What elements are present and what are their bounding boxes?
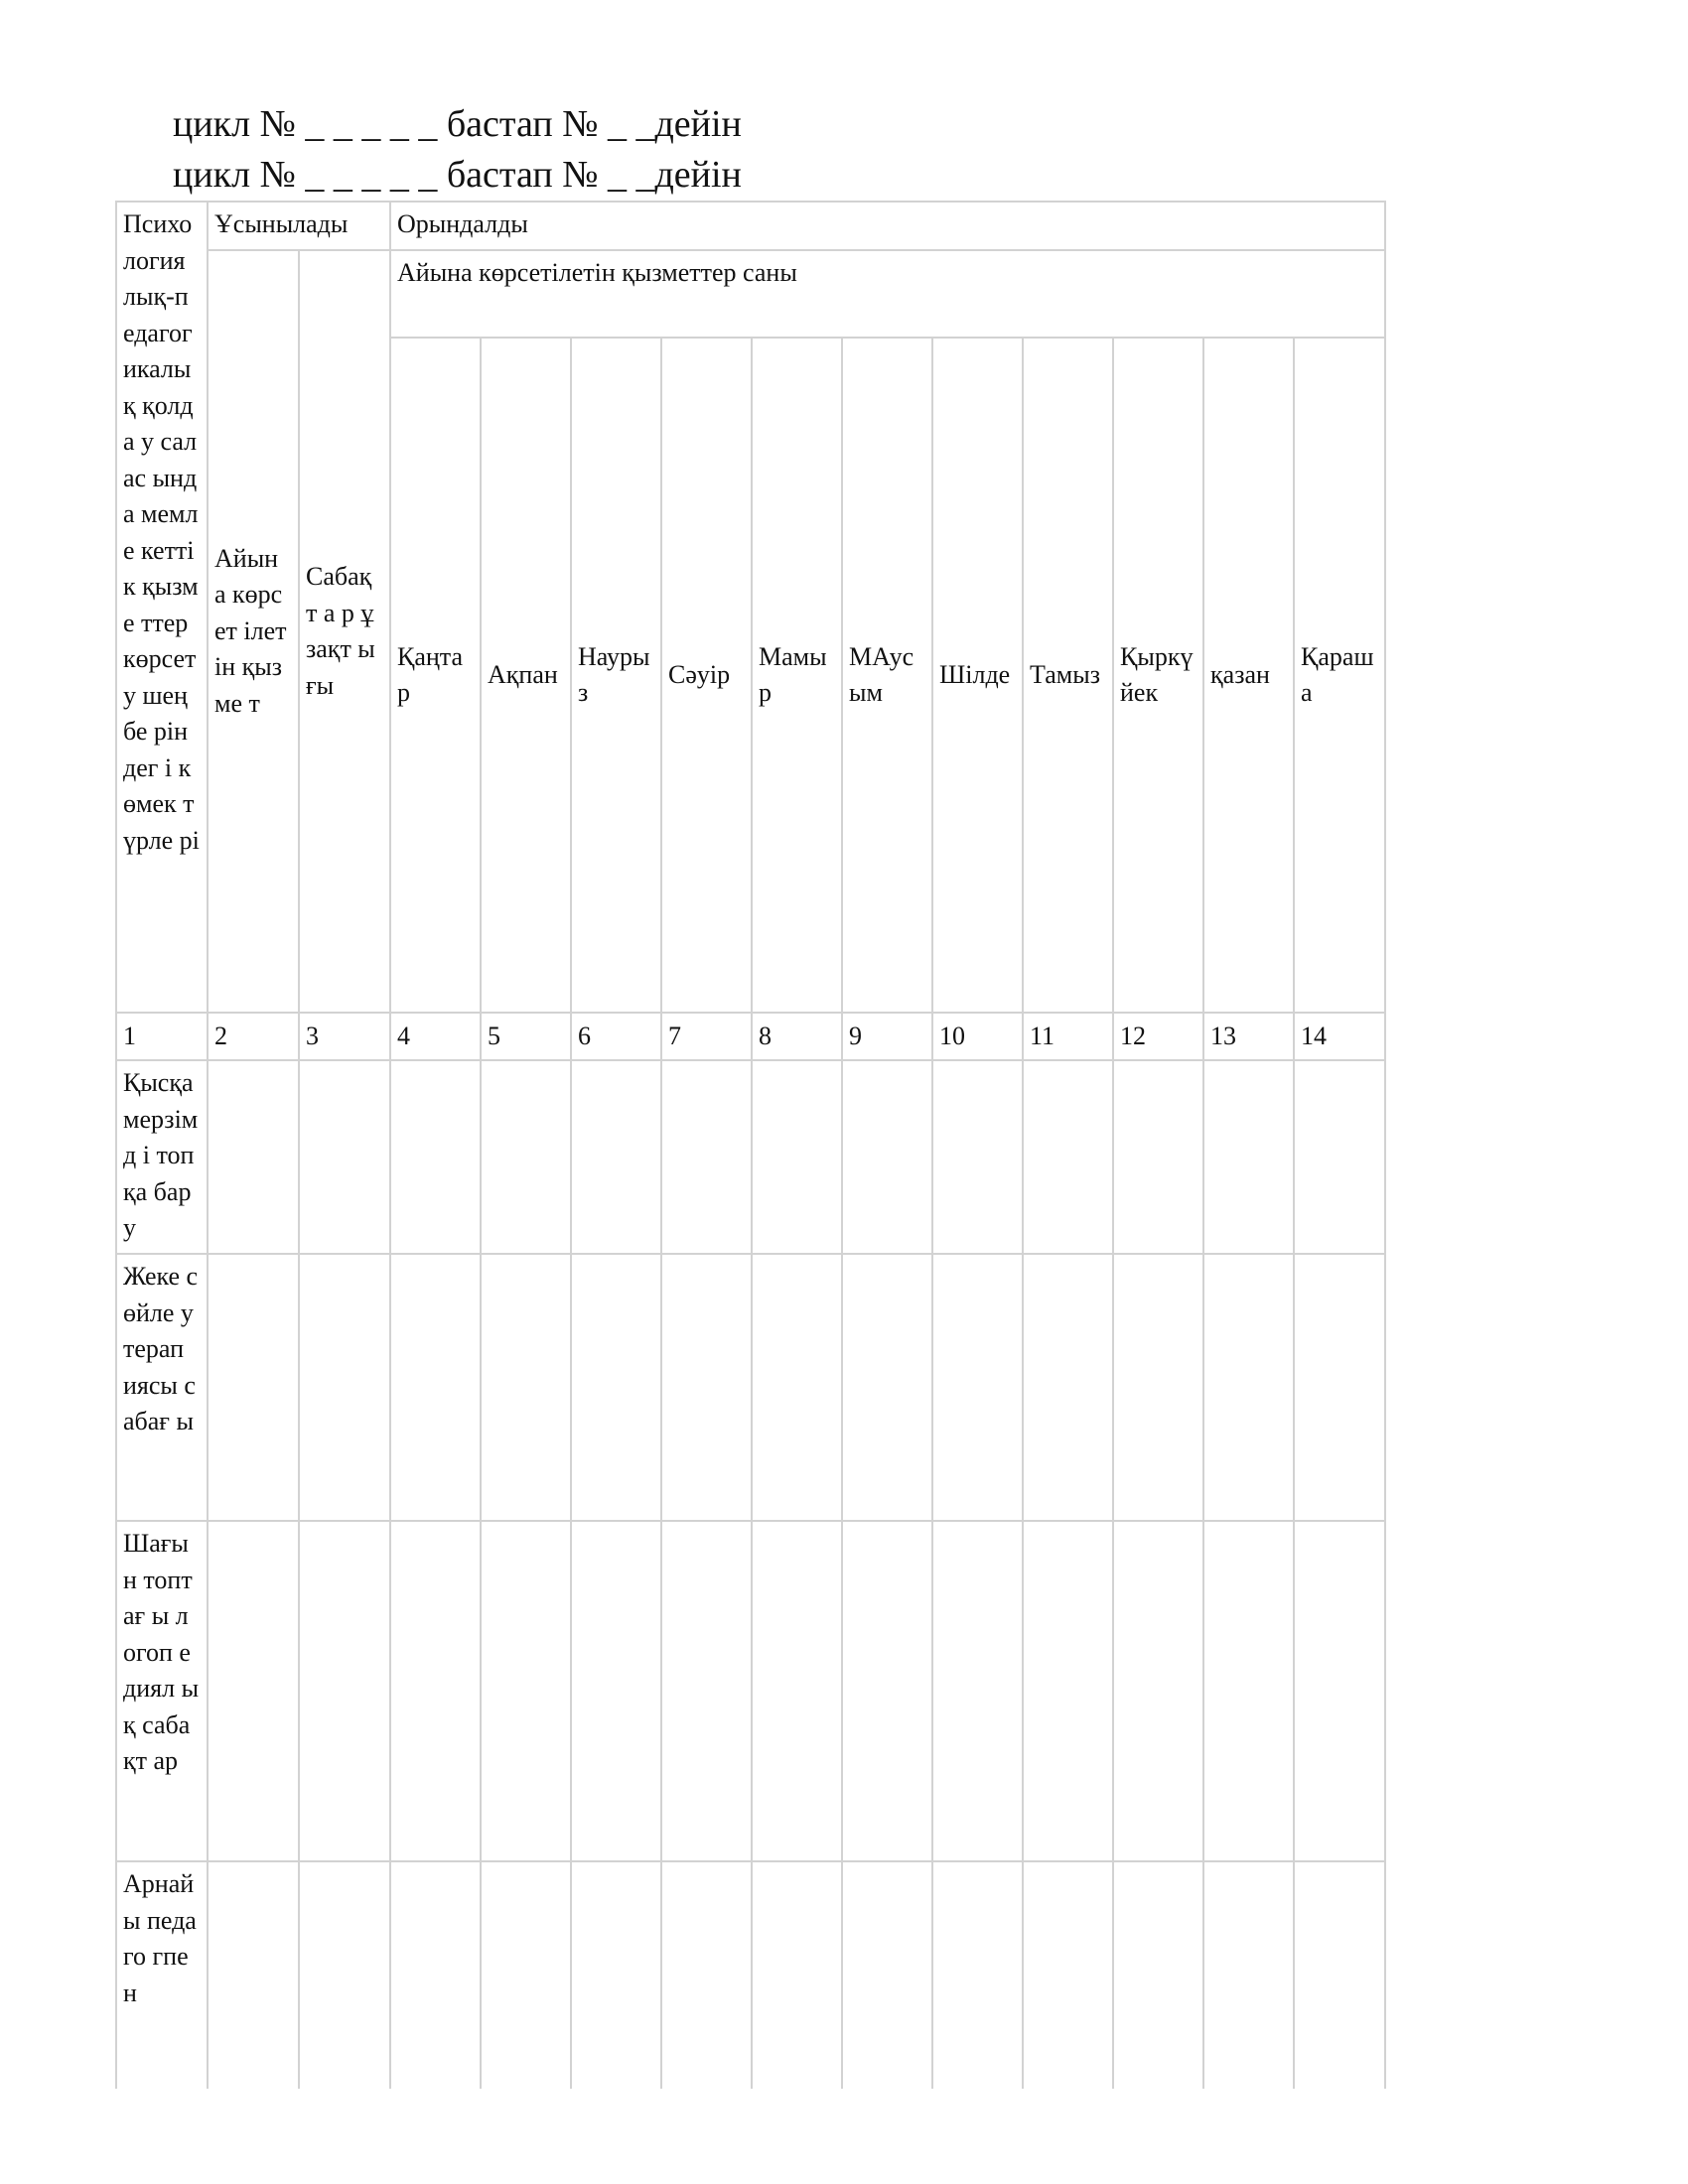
empty-cell [1023,1861,1113,2089]
empty-cell [1203,1861,1294,2089]
services-table [115,201,1386,2089]
column-number: 12 [1113,1013,1203,1060]
column-number: 4 [390,1013,481,1060]
column-number: 2 [208,1013,299,1060]
empty-cell [752,1060,842,1254]
empty-cell [752,1254,842,1521]
row-label: Жеке сөйле у терап иясы сабағ ы [116,1254,208,1521]
empty-cell [842,1254,932,1521]
empty-cell [481,1861,571,2089]
month-header: Науры з [571,338,661,1013]
empty-cell [1203,1254,1294,1521]
month-header: Қараш а [1294,338,1385,1013]
empty-cell [1294,1861,1385,2089]
empty-cell [571,1254,661,1521]
monthly-services-header: Айын а көрсет ілетін қызме т [208,250,299,1013]
empty-cell [661,1060,752,1254]
row-label: Арнай ы педаго гпен [116,1861,208,2089]
empty-cell [1113,1861,1203,2089]
column-number: 5 [481,1013,571,1060]
column-number: 11 [1023,1013,1113,1060]
column-number: 6 [571,1013,661,1060]
month-header: Тамыз [1023,338,1113,1013]
empty-cell [752,1521,842,1861]
empty-cell [1203,1521,1294,1861]
empty-cell [1023,1521,1113,1861]
empty-cell [208,1521,299,1861]
empty-cell [390,1060,481,1254]
empty-cell [208,1254,299,1521]
month-header: МАус ым [842,338,932,1013]
empty-cell [481,1521,571,1861]
empty-cell [299,1861,390,2089]
empty-cell [1294,1254,1385,1521]
empty-cell [571,1861,661,2089]
empty-cell [661,1254,752,1521]
empty-cell [571,1060,661,1254]
empty-cell [481,1254,571,1521]
empty-cell [299,1060,390,1254]
empty-cell [1203,1060,1294,1254]
column-number: 1 [116,1013,208,1060]
empty-cell [661,1521,752,1861]
month-header: қазан [1203,338,1294,1013]
month-header: Қаңта р [390,338,481,1013]
empty-cell [390,1861,481,2089]
column-number: 7 [661,1013,752,1060]
empty-cell [932,1060,1023,1254]
month-header: Қыркү йек [1113,338,1203,1013]
lesson-duration-header: Сабақ т а р ұзақт ығы [299,250,390,1013]
empty-cell [571,1521,661,1861]
empty-cell [661,1861,752,2089]
empty-cell [481,1060,571,1254]
month-header: Шілде [932,338,1023,1013]
empty-cell [842,1060,932,1254]
heading-line-1: цикл № _ _ _ _ _ бастап № _ _дейін [173,103,742,145]
column-number: 3 [299,1013,390,1060]
month-header: Ақпан [481,338,571,1013]
empty-cell [1113,1060,1203,1254]
empty-cell [1023,1254,1113,1521]
empty-cell [752,1861,842,2089]
done-header: Орындалды [390,202,1385,250]
empty-cell [208,1060,299,1254]
empty-cell [299,1254,390,1521]
column-number: 10 [932,1013,1023,1060]
month-header: Мамы р [752,338,842,1013]
empty-cell [932,1861,1023,2089]
column-number: 14 [1294,1013,1385,1060]
row-label: Шағы н топтағ ы логоп едиял ы қ сабақт ар [116,1521,208,1861]
empty-cell [1113,1254,1203,1521]
heading-line-2: цикл № _ _ _ _ _ бастап № _ _дейін [173,154,742,196]
empty-cell [390,1254,481,1521]
column-number: 8 [752,1013,842,1060]
help-types-header: Психо логия лық-п едагог икалы қ қолда у салас ында мемле кеттік қызме ттер көрсет у шеңбе ріндег і көмек түрле рі [116,202,208,1013]
empty-cell [390,1521,481,1861]
empty-cell [1113,1521,1203,1861]
empty-cell [1294,1521,1385,1861]
month-header: Сәуір [661,338,752,1013]
empty-cell [208,1861,299,2089]
column-number: 9 [842,1013,932,1060]
empty-cell [932,1254,1023,1521]
empty-cell [842,1861,932,2089]
empty-cell [1023,1060,1113,1254]
recommended-header: Ұсынылады [208,202,390,250]
empty-cell [1294,1060,1385,1254]
column-number: 13 [1203,1013,1294,1060]
empty-cell [842,1521,932,1861]
monthly-count-header: Айына көрсетілетін қызметтер саны [390,250,1385,338]
empty-cell [932,1521,1023,1861]
empty-cell [299,1521,390,1861]
row-label: Қысқа мерзім д і топқа бару [116,1060,208,1254]
